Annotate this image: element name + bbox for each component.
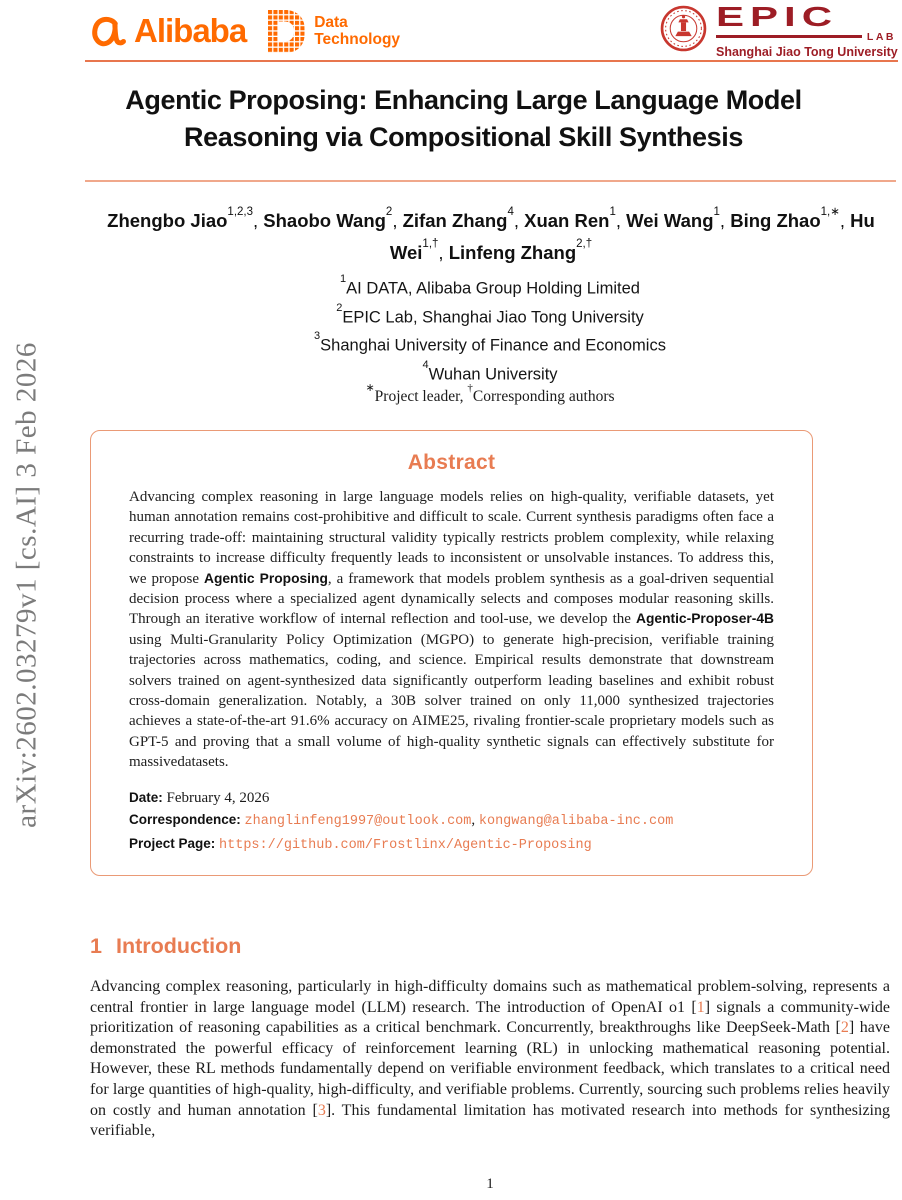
data-technology-label: [314, 14, 400, 48]
project-page-row: [129, 833, 774, 857]
affiliation-4: $^4$Wuhan University: [422, 358, 558, 383]
project-page-label: Project Page:: [129, 835, 216, 851]
date-label: Date:: [129, 789, 163, 805]
email-link-2[interactable]: kongwang@alibaba-inc.com: [478, 813, 674, 829]
affiliation-list: [90, 272, 890, 386]
author-5: Bing Zhao$^{1,∗}$,: [730, 205, 851, 232]
epic-lab-text-block: [716, 0, 898, 59]
email-separator: ,: [471, 811, 479, 828]
epic-logo-text: EPIC: [716, 0, 839, 32]
data-technology-d-icon: [268, 10, 305, 53]
header-divider-rule: [85, 60, 898, 62]
agentic-proposer-4b-term: Agentic-Proposer-4B: [636, 611, 774, 627]
arxiv-stamp: arXiv:2602.03279v1 [cs.AI] 3 Feb 2026: [10, 342, 43, 828]
intro-seg1: ] signals a community-wide prioritization of reasoning capabilities as a critical benchmark. Concurrently, breakthroughs like DeepSeek-Math [: [90, 998, 890, 1037]
author-0: Zhengbo Jiao$^{1,2,3}$,: [107, 205, 264, 232]
abstract-text: [129, 487, 774, 773]
paper-title-line1: Agentic Proposing: Enhancing Large Language Model: [125, 85, 802, 115]
author-6: Hu Wei$^{1,\dagger}$,: [389, 210, 875, 264]
author-list: [100, 203, 882, 267]
paper-meta: [129, 787, 774, 857]
intro-seg0: Advancing complex reasoning, particularly in high-difficulty domains such as mathematical problem-solving, represents a central frontier in large language model (LLM) research. The introduction of OpenAI o1 [: [90, 978, 890, 1016]
author-4: Wei Wang$^1$,: [626, 205, 731, 232]
introduction-paragraph: [90, 977, 890, 1142]
abstract-box: [90, 430, 813, 876]
sjtu-seal-icon: [660, 5, 707, 57]
date-value: February 4, 2026: [166, 789, 270, 806]
intro-seg3: ]. This fundamental limitation has motivated research into methods for synthesizing verifiable,: [90, 1101, 891, 1140]
data-technology-line1: Data: [314, 14, 348, 31]
page-number: 1: [486, 1176, 494, 1192]
author-2: Zifan Zhang$^4$,: [402, 205, 525, 232]
citation-3[interactable]: 3: [317, 1101, 326, 1119]
author-1: Shaobo Wang$^2$,: [263, 205, 403, 232]
affiliation-1: $^1$AI DATA, Alibaba Group Holding Limited: [340, 273, 640, 298]
abstract-seg2: using Multi-Granularity Policy Optimization (MGPO) to generate high-precision, verifiable training trajectories across mathematics, coding, and science. Empirical results demonstrate that downstream solvers trained on agent-synthesized data significantly outperform leading baselines and exhibit robust cross-domain generalization. Notably, a 30B solver trained on only 11,000 synthesized trajectories achieves a state-of-the-art 91.6% accuracy on AIME25, rivaling frontier-scale proprietary models such as GPT-5 and proving that a small volume of high-quality synthetic signals can effectively substitute for massivedatasets.: [129, 631, 774, 771]
alibaba-mark-icon: [88, 11, 128, 51]
epic-university-label: Shanghai Jiao Tong University: [716, 44, 898, 59]
author-7: Linfeng Zhang$^{2,\dagger}$: [448, 237, 593, 264]
alibaba-logo-text: Alibaba: [134, 12, 247, 49]
affiliation-2: $^2$EPIC Lab, Shanghai Jiao Tong University: [336, 301, 644, 326]
date-row: [129, 787, 774, 809]
abstract-heading: Abstract: [407, 451, 496, 474]
abstract-seg0: Advancing complex reasoning in large language models relies on high-quality, verifiable datasets, yet human annotation remains cost-prohibitive and difficult to scale. Current synthesis paradigms often face a recurring trade-off: maintaining structural validity typically restricts problem complexity, while relaxing constraints to increase difficulty frequently leads to inconsistent or unsolvable instances. To address this, we propose: [129, 489, 774, 587]
project-page-link[interactable]: https://github.com/Frostlinx/Agentic-Proposing: [219, 837, 592, 853]
section-heading-introduction: [90, 934, 241, 959]
epic-lab-row: [716, 31, 896, 43]
affiliation-3: $^3$Shanghai University of Finance and Economics: [314, 330, 666, 355]
abstract-seg1: , a framework that models problem synthesis as a goal-driven sequential decision process where a specialized agent dynamically selects and composes modular reasoning skills. Through an iterative workflow of internal reflection and tool-use, we develop the: [129, 570, 774, 628]
alibaba-data-technology-logo: [88, 10, 400, 53]
intro-seg2: ] have demonstrated the powerful efficacy of reinforcement learning (RL) in unlocking mathematical reasoning potential. However, these RL methods fundamentally depend on verifiable environment feedback, which translates to a critical need for large quantities of high-quality, high-difficulty, and verifiable problems. Currently, sourcing such problems relies heavily on costly and human annotation [: [90, 1019, 890, 1119]
section-title: Introduction: [115, 934, 242, 958]
citation-1[interactable]: 1: [696, 998, 705, 1016]
agentic-proposing-term: Agentic Proposing: [203, 570, 328, 586]
epic-lab-logo: [660, 0, 898, 59]
epic-lab-label: LAB: [866, 30, 896, 43]
author-3: Xuan Ren$^1$,: [524, 205, 627, 232]
title-divider-rule: [85, 180, 896, 182]
section-number: 1: [90, 934, 102, 958]
correspondence-row: [129, 809, 774, 833]
paper-title: [35, 82, 892, 156]
correspondence-label: Correspondence:: [129, 811, 241, 827]
epic-bar-divider: [716, 35, 862, 38]
email-link-1[interactable]: zhanglinfeng1997@outlook.com: [244, 813, 472, 829]
citation-2[interactable]: 2: [840, 1019, 849, 1037]
data-technology-line2: Technology: [314, 31, 401, 48]
author-footnote: ∗Project leader, †Corresponding authors: [365, 381, 615, 406]
paper-title-line2: Reasoning via Compositional Skill Synthesis: [184, 122, 743, 152]
header-logos: [88, 0, 898, 59]
